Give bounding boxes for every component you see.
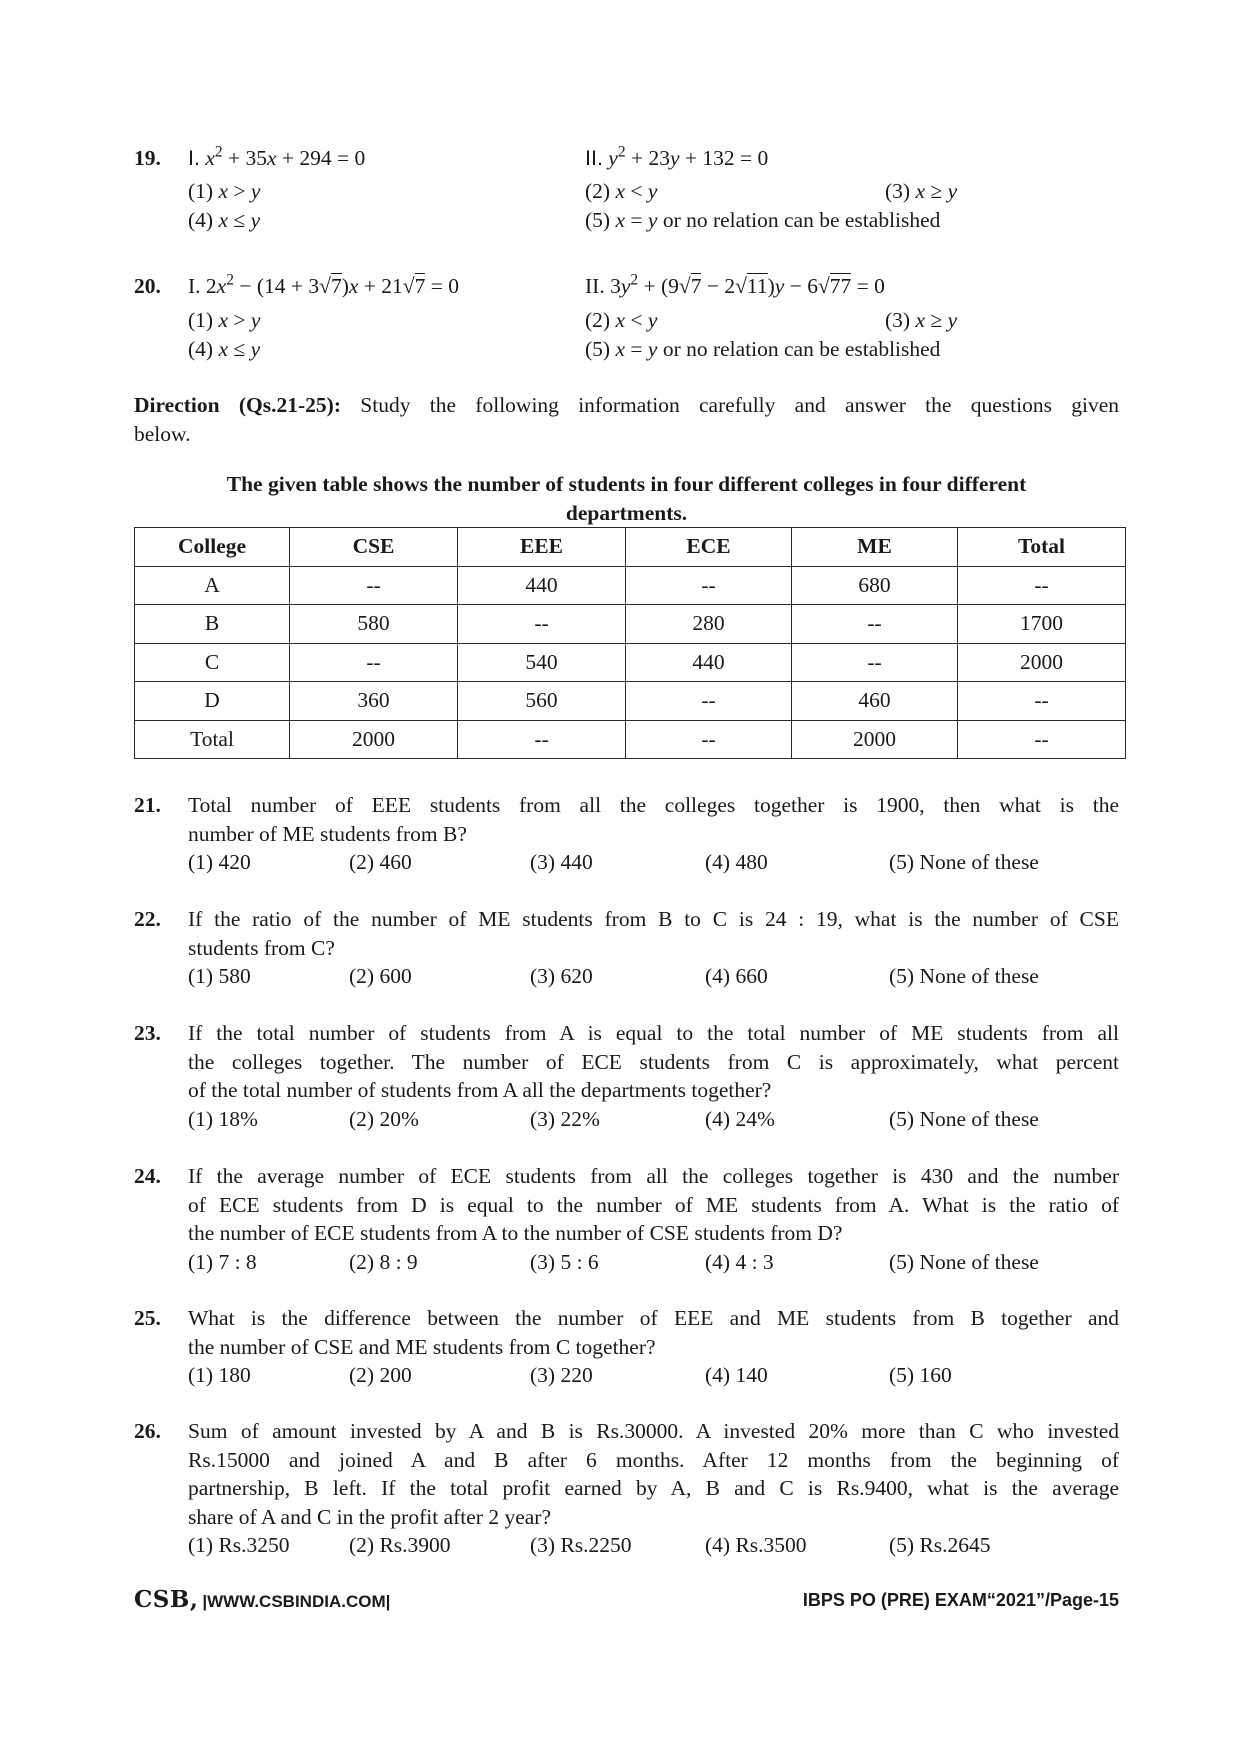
statement-1-equation: $x^2 + 35x + 294 = 0$: [205, 143, 366, 170]
radicand: 7: [690, 274, 702, 298]
cell-cse: 360: [290, 682, 458, 721]
exponent: 2: [617, 143, 626, 161]
option-1: (1) 7 : 8: [188, 1249, 257, 1274]
question-text-line: of ECE students from D is equal to the number of ME students from A. What is the ratio of: [188, 1192, 1119, 1217]
question-body: [188, 1019, 1119, 1133]
cell-cse: 2000: [290, 720, 458, 759]
option-5: (5) None of these: [889, 1106, 1039, 1131]
math-variable: y: [647, 336, 658, 361]
option-5: (5) None of these: [889, 850, 1039, 875]
question-body: [188, 791, 1119, 877]
question-text-line: If the ratio of the number of ME students from B to C is 24 : 19, what is the number of CSE: [188, 907, 1119, 931]
option-3: (3) 5 : 6: [530, 1249, 599, 1274]
table-row: [135, 566, 1126, 605]
cell-ece: --: [626, 566, 792, 605]
answer-options: [188, 1248, 1119, 1277]
question-number: 25.: [134, 1306, 161, 1330]
math-variable: x: [267, 146, 277, 170]
question-text-line: the number of ECE students from A to the number of CSE students from D?: [188, 1221, 843, 1246]
equation-row: [188, 266, 1119, 306]
exponent: 2: [226, 271, 234, 289]
statement-2: [585, 266, 885, 306]
question-text-line: share of A and C in the profit after 2 year?: [188, 1504, 551, 1529]
cell-ece: --: [626, 682, 792, 721]
option-4: (4) 4 : 3: [705, 1249, 774, 1274]
cell-me: 2000: [792, 720, 958, 759]
direction-line: [134, 391, 1119, 420]
cell-me: --: [792, 643, 958, 682]
math-variable: x: [218, 179, 228, 203]
table-row: [135, 643, 1126, 682]
cell-ece: 440: [626, 643, 792, 682]
cell-me: 680: [792, 566, 958, 605]
option-4: (4) 140: [705, 1363, 768, 1388]
question-body: [188, 1304, 1119, 1390]
question-number: 20.: [134, 274, 161, 298]
question-number: 26.: [134, 1419, 161, 1443]
radicand: 11: [746, 274, 768, 298]
cell-eee: 540: [458, 643, 626, 682]
footer-left: [134, 1586, 390, 1614]
math-variable: x: [218, 207, 228, 232]
cell-total: --: [958, 720, 1126, 759]
cell-me: 460: [792, 682, 958, 721]
question-text-line: What is the difference between the number of EEE and ME students from B together and: [188, 1306, 1119, 1330]
radicand: 77: [829, 274, 852, 298]
math-variable: x: [915, 308, 925, 332]
radicand: 7: [414, 274, 426, 298]
table-body: [135, 566, 1126, 759]
radical-sign: √: [319, 274, 331, 298]
question-text-line: of the total number of students from A all the departments together?: [188, 1078, 772, 1103]
option-5: (5) None of these: [889, 1249, 1039, 1274]
direction-line: below.: [134, 421, 191, 446]
math-variable: x: [205, 146, 215, 170]
math-variable: x: [615, 207, 625, 232]
brand-logo-text: CSB,: [134, 1586, 199, 1613]
exponent: 2: [630, 271, 639, 289]
option-2: (2) Rs.3900: [349, 1533, 451, 1558]
table-row: [135, 682, 1126, 721]
math-variable: x: [348, 274, 359, 298]
math-variable: x: [218, 336, 228, 361]
table-caption: [134, 470, 1119, 527]
equation-row: [188, 139, 1119, 177]
option-2: (2) x < y: [585, 179, 658, 203]
math-variable: y: [947, 179, 958, 203]
question-text-line: number of ME students from B?: [188, 821, 467, 846]
caption-line: The given table shows the number of students in four different colleges in four different: [226, 472, 1027, 496]
option-2: (2) 200: [349, 1363, 412, 1388]
direction-label: Direction (Qs.21-25):: [134, 393, 341, 417]
statement-2-label: II.: [585, 274, 605, 298]
cell-ece: 280: [626, 605, 792, 644]
question-number: 23.: [134, 1021, 161, 1045]
statement-1: [188, 139, 365, 177]
math-variable: y: [947, 308, 958, 332]
exponent: 2: [214, 143, 223, 161]
option-3: (3) x ≥ y: [885, 308, 958, 332]
question-number: 21.: [134, 793, 161, 817]
question-body: [188, 139, 1119, 234]
option-3: (3) x ≥ y: [885, 179, 958, 203]
option-1: (1) 580: [188, 964, 251, 989]
math-variable: y: [250, 179, 261, 203]
option-2: (2) 20%: [349, 1106, 419, 1131]
math-variable: y: [647, 179, 658, 203]
question-body: [188, 1417, 1119, 1560]
question-text-line: Total number of EEE students from all the colleges together is 1900, then what is the: [188, 793, 1119, 817]
question-number: 24.: [134, 1164, 161, 1188]
option-1: (1) Rs.3250: [188, 1533, 290, 1558]
cell-total: --: [958, 566, 1126, 605]
statement-2-equation: $y^2 + 23y + 132 = 0$: [608, 143, 769, 170]
header-ece: ECE: [626, 528, 792, 567]
option-4: (4) x ≤ y: [188, 336, 261, 361]
option-3: (3) 620: [530, 964, 593, 989]
answer-options-row-2: [188, 335, 1119, 364]
math-variable: y: [620, 274, 631, 298]
option-5: (5) x = y or no relation can be established: [585, 207, 941, 232]
answer-options: [188, 1105, 1119, 1134]
website-text: |WWW.CSBINDIA.COM|: [202, 1592, 391, 1611]
answer-options: [188, 1361, 1119, 1390]
header-total: Total: [958, 528, 1126, 567]
math-variable: y: [669, 146, 680, 170]
option-5: (5) Rs.2645: [889, 1533, 991, 1558]
direction-paragraph: [134, 391, 1119, 448]
cell-total: 2000: [958, 643, 1126, 682]
question-text-line: Rs.15000 and joined A and B after 6 months. After 12 months from the beginning of: [188, 1447, 1119, 1472]
radical-sign: √: [402, 274, 415, 298]
answer-options-row-1: [188, 177, 1119, 206]
option-4: (4) Rs.3500: [705, 1533, 807, 1558]
statement-1-equation: $2x^2 - (14 + 3√7)x + 21√7 = 0$: [205, 271, 459, 298]
answer-options-row-2: [188, 206, 1119, 235]
option-4: (4) 660: [705, 964, 768, 989]
statement-1: [188, 266, 459, 306]
cell-college: Total: [135, 720, 290, 759]
answer-options: [188, 848, 1119, 877]
cell-eee: 440: [458, 566, 626, 605]
cell-cse: --: [290, 566, 458, 605]
answer-options-row-1: [188, 306, 1119, 335]
question-text-line: partnership, B left. If the total profit earned by A, B and C is Rs.9400, what is the average: [188, 1476, 1119, 1501]
statement-1-label: I.: [188, 274, 201, 298]
option-3: (3) 440: [530, 850, 593, 875]
radical-sign: √: [817, 274, 830, 298]
math-variable: y: [774, 274, 785, 298]
students-table: [134, 527, 1126, 759]
math-variable: y: [647, 207, 658, 232]
direction-text: Study the following information carefully and answer the questions given: [360, 393, 1119, 417]
math-variable: x: [915, 179, 925, 203]
cell-ece: --: [626, 720, 792, 759]
math-variable: x: [615, 336, 625, 361]
option-5: (5) None of these: [889, 964, 1039, 989]
cell-eee: --: [458, 720, 626, 759]
option-3: (3) Rs.2250: [530, 1533, 632, 1558]
option-2: (2) 460: [349, 850, 412, 875]
cell-college: A: [135, 566, 290, 605]
cell-total: 1700: [958, 605, 1126, 644]
option-3: (3) 22%: [530, 1106, 600, 1131]
question-text-line: the number of CSE and ME students from C together?: [188, 1334, 656, 1359]
statement-2-label: II.: [585, 146, 603, 170]
cell-eee: --: [458, 605, 626, 644]
question-body: [188, 905, 1119, 991]
question-body: [188, 1162, 1119, 1276]
table-row-total: [135, 720, 1126, 759]
caption-line: departments.: [565, 500, 688, 525]
question-text-line: Sum of amount invested by A and B is Rs.30000. A invested 20% more than C who invested: [188, 1419, 1119, 1443]
cell-cse: --: [290, 643, 458, 682]
answer-options: [188, 1531, 1119, 1560]
math-variable: x: [615, 179, 625, 203]
cell-me: --: [792, 605, 958, 644]
option-1: (1) x > y: [188, 179, 261, 203]
cell-college: D: [135, 682, 290, 721]
answer-options: [188, 962, 1119, 991]
option-5: (5) x = y or no relation can be established: [585, 336, 941, 361]
math-variable: y: [250, 207, 261, 232]
question-number: 19.: [134, 146, 161, 170]
question-text-line: students from C?: [188, 935, 335, 960]
header-cse: CSE: [290, 528, 458, 567]
option-1: (1) 420: [188, 850, 251, 875]
option-3: (3) 220: [530, 1363, 593, 1388]
option-1: (1) x > y: [188, 308, 261, 332]
math-variable: x: [218, 308, 228, 332]
statement-2: [585, 139, 768, 177]
math-variable: x: [615, 308, 625, 332]
question-text-line: the colleges together. The number of ECE students from C is approximately, what percent: [188, 1049, 1119, 1074]
option-1: (1) 180: [188, 1363, 251, 1388]
math-variable: x: [216, 274, 227, 298]
table-row: [135, 605, 1126, 644]
radicand: 7: [330, 274, 342, 298]
cell-eee: 560: [458, 682, 626, 721]
cell-college: C: [135, 643, 290, 682]
question-text-line: If the average number of ECE students from all the colleges together is 430 and the number: [188, 1164, 1119, 1188]
table-head: [135, 528, 1126, 567]
option-2: (2) x < y: [585, 308, 658, 332]
table-header-row: [135, 528, 1126, 567]
option-4: (4) 480: [705, 850, 768, 875]
cell-college: B: [135, 605, 290, 644]
option-2: (2) 8 : 9: [349, 1249, 418, 1274]
header-me: ME: [792, 528, 958, 567]
radical-sign: √: [678, 274, 691, 298]
option-4: (4) 24%: [705, 1106, 775, 1131]
cell-cse: 580: [290, 605, 458, 644]
footer-exam-page: IBPS PO (PRE) EXAM“2021”/Page-15: [802, 1590, 1119, 1610]
math-variable: y: [647, 308, 658, 332]
question-number: 22.: [134, 907, 161, 931]
statement-1-label: I.: [188, 146, 200, 170]
option-1: (1) 18%: [188, 1106, 258, 1131]
radical-sign: √: [735, 274, 747, 298]
option-5: (5) 160: [889, 1363, 952, 1388]
question-body: [188, 266, 1119, 363]
statement-2-equation: $3y^2 + (9√7 - 2√11)y - 6√77 = 0$: [610, 271, 885, 298]
header-college: College: [135, 528, 290, 567]
math-variable: y: [250, 308, 261, 332]
header-eee: EEE: [458, 528, 626, 567]
option-4: (4) x ≤ y: [188, 207, 261, 232]
option-2: (2) 600: [349, 964, 412, 989]
math-variable: y: [608, 146, 618, 170]
math-variable: y: [250, 336, 261, 361]
question-text-line: If the total number of students from A is equal to the total number of ME students from all: [188, 1021, 1119, 1045]
cell-total: --: [958, 682, 1126, 721]
